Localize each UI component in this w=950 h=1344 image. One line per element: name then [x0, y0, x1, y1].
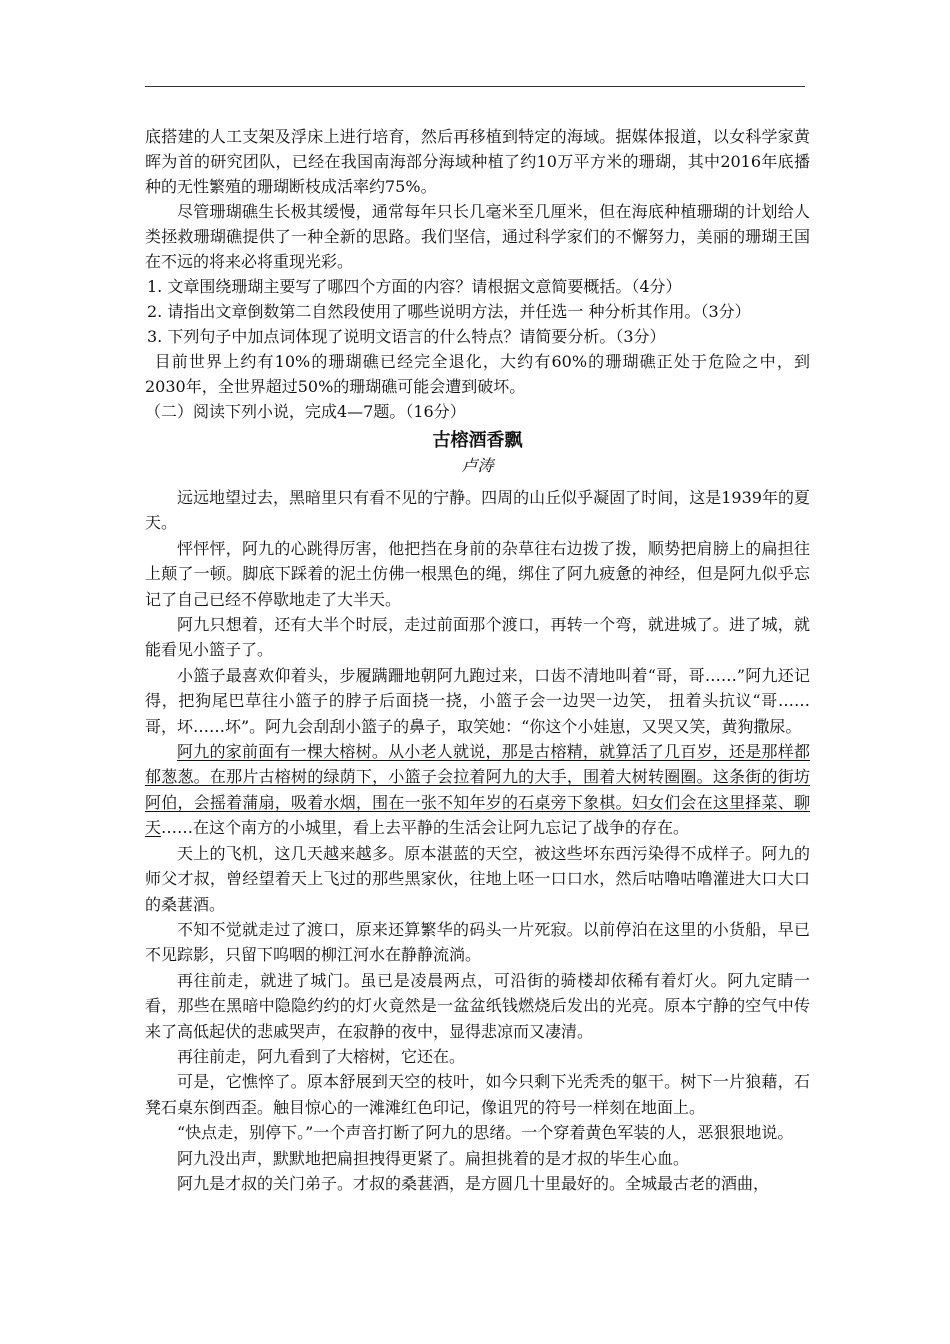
section-heading: （二）阅读下列小说，完成4—7题。（16分）	[145, 402, 466, 421]
story-paragraph: 天上的飞机，这几天越来越多。原本湛蓝的天空，被这些坏东西污染得不成样子。阿九的师父才叔，曾经望着天上飞过的那些黑家伙，往地上呸一口口水，然后咕噜咕噜灌进大口大口的桑葚酒。	[145, 843, 810, 914]
paragraph: 尽管珊瑚礁生长极其缓慢，通常每年只长几毫米至几厘米，但在海底种植珊瑚的计划给人类拯救珊瑚礁提供了一种全新的思路。我们坚信，通过科学家们的不懈努力，美丽的珊瑚王国在不远的将来必将重现光彩。	[145, 202, 810, 271]
story-paragraph: 阿九只想着，还有大半个时辰，走过前面那个渡口，再转一个弯，就进城了。进了城，就能看见小篮子了。	[145, 615, 810, 660]
paragraph: 底搭建的人工支架及浮床上进行培育，然后再移植到特定的海域。据媒体报道，以女科学家黄晖为首的研究团队，已经在我国南海部分海域种植了约10万平方米的珊瑚，其中2016年底播种的无性繁殖的珊瑚断枝成活率约75%。	[145, 127, 810, 196]
story-paragraph: “快点走，别停下。”一个声音打断了阿九的思绪。一个穿着黄色军装的人，恶狠狠地说。	[177, 1123, 794, 1143]
question-2: 2. 请指出文章倒数第二自然段使用了哪些说明方法，并任选一 种分析其作用。（3分）	[147, 302, 751, 321]
story-paragraph: 不知不觉就走过了渡口，原来还算繁华的码头一片死寂。以前停泊在这里的小货船，早已不见踪影，只留下呜咽的柳江河水在静静流淌。	[145, 919, 810, 965]
story-author: 卢涛	[461, 456, 494, 475]
story-paragraph: 再往前走，就进了城门。虽已是凌晨两点，可沿街的骑楼却依稀有着灯火。阿九定睛一看，那些在黑暗中隐隐约约的灯火竟然是一盆盆纸钱燃烧后发出的光亮。原本宁静的空气中传来了高低起伏的悲戚哭声，在寂静的夜中，显得悲凉而又凄清。	[145, 970, 810, 1041]
story-title: 古榕酒香飘	[432, 430, 523, 451]
story-paragraph: 阿九是才叔的关门弟子。才叔的桑葚酒，是方圆几十里最好的。全城最古老的酒曲，	[177, 1173, 770, 1193]
story-paragraph: 可是，它憔悴了。原本舒展到天空的枝叶，如今只剩下光秃秃的躯干。树下一片狼藉，石凳石桌东倒西歪。触目惊心的一滩滩红色印记，像诅咒的符号一样刻在地面上。	[145, 1072, 810, 1117]
paragraph-tail: ……在这个南方的小城里，看上去平静的生活会让阿九忘记了战争的存在。	[161, 818, 690, 838]
story-paragraph: 远远地望过去，黑暗里只有看不见的宁静。四周的山丘似乎凝固了时间，这是1939年的夏天。	[145, 488, 810, 533]
quoted-sentence: 目前世界上约有10%的珊瑚礁已经完全退化，大约有60%的珊瑚礁正处于危险之中，到2030年，全世界超过50%的珊瑚礁可能会遭到破坏。	[145, 352, 810, 396]
story-body	[145, 485, 810, 1196]
question-1: 1. 文章围绕珊瑚主要写了哪四个方面的内容？请根据文意简要概括。（4分）	[147, 277, 682, 296]
question-3: 3. 下列句子中加点词体现了说明文语言的什么特点？请简要分析。（3分）	[147, 327, 666, 346]
story-paragraph: 怦怦怦，阿九的心跳得厉害，他把挡在身前的杂草往右边拨了拨，顺势把肩膀上的扁担往上颠了一顿。脚底下踩着的泥土仿佛一根黑色的绳，绑住了阿九疲惫的神经，但是阿九似乎忘记了自己已经不停歇地走了大半天。	[145, 538, 810, 609]
story-paragraph: 再往前走，阿九看到了大榕树，它还在。	[177, 1046, 466, 1066]
document-body	[145, 124, 810, 1196]
header-rule	[145, 86, 805, 87]
story-paragraph: 阿九没出声，默默地把扁担拽得更紧了。扁担挑着的是才叔的毕生心血。	[177, 1148, 690, 1168]
underlined-passage: 阿九的家前面有一棵大榕树。从小老人就说，那是古榕精，就算活了几百岁，还是那样都郁葱葱。在那片古榕树的绿荫下，小篮子会拉着阿九的大手，围着大树转圈圈。这条街的街坊阿伯，会摇着蒲扇，吸着水烟，围在一张不知年岁的石桌旁下象棋。妇女们会在这里择菜、聊天	[145, 742, 810, 838]
story-paragraph-underlined	[145, 739, 810, 841]
story-paragraph: 小篮子最喜欢仰着头，步履蹒跚地朝阿九跑过来，口齿不清地叫着“哥，哥……”阿九还记得，把狗尾巴草往小篮子的脖子后面挠一挠，小篮子会一边哭一边笑， 扭着头抗议“哥……哥，坏……坏”。阿九会刮刮小篮子的鼻子，取笑她：“你这个小娃崽，又哭又笑，黄狗撒尿。	[145, 665, 810, 736]
